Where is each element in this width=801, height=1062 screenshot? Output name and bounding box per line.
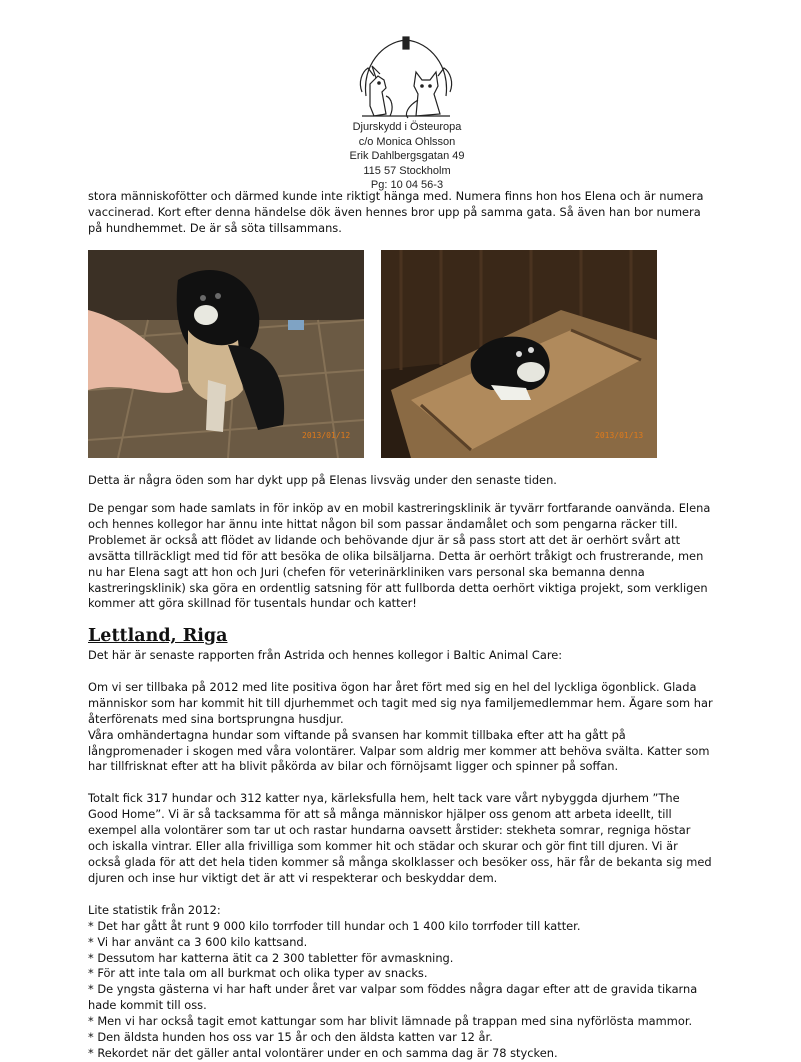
puppy-photo-2 <box>381 250 657 458</box>
dog-cat-logo-icon <box>356 36 456 120</box>
latvia-report <box>88 648 740 1062</box>
puppy-hand-image <box>88 250 364 458</box>
organization-logo <box>356 36 456 120</box>
letterhead-street: Erik Dahlbergsgatan 49 <box>349 150 465 162</box>
report-line: Våra omhändertagna hundar som viftande på svansen har kommit tillbaka efter att ha gått på <box>88 727 626 742</box>
report-line: Totalt fick 317 hundar och 312 katter nya, kärleksfulla hem, helt tack vare vårt nybyggda djurhem ”The <box>88 791 680 806</box>
letterhead-address <box>300 120 514 193</box>
stats-line: * Den äldsta hunden hos oss var 15 år och den äldsta katten var 12 år. <box>88 1030 493 1045</box>
money-line: kastreringsklinik) ska göra en ordentlig satsning för att fullborda detta oerhört viktiga projekt, som verkligen <box>88 580 708 595</box>
money-line: kommer att göra skillnad för tusentals hundar och katter! <box>88 596 417 611</box>
letterhead-postal: 115 57 Stockholm <box>363 164 451 177</box>
stats-line: Lite statistik från 2012: <box>88 902 221 917</box>
report-line: långpromenader i skogen med våra volontärer. Valpar som aldrig mer kommer att behöva svälta. Katter som <box>88 743 710 758</box>
money-line: Problemet är också att flödet av lidande och behövande djur är så pass stort att det är oerhört svårt att <box>88 532 681 547</box>
report-intro: Det här är senaste rapporten från Astrida och hennes kollegor i Baltic Animal Care: <box>88 648 563 662</box>
report-line: exempel alla volontärer som tar ut och rastar hundarna oavsett årstider: stekheta somrar, regniga höstar <box>88 823 691 838</box>
intro-line: stora människofötter och därmed kunde inte riktigt hänga med. Numera finns hon hos Elena och är numera <box>88 189 704 203</box>
intro-line: på hundhemmet. De är så söta tillsammans. <box>88 220 342 235</box>
clinic-money-paragraph <box>88 501 740 612</box>
puppy-photo-1 <box>88 250 364 458</box>
stats-line: * De yngsta gästerna vi har haft under året var valpar som föddes några dagar efter att de gravida tikarna <box>88 982 698 997</box>
fates-line: Detta är några öden som har dykt upp på Elenas livsväg under den senaste tiden. <box>88 473 557 487</box>
stats-line: hade kommit till oss. <box>88 998 207 1013</box>
report-line: djuren och inse hur viktigt det är att vi respekterar och beskyddar dem. <box>88 870 498 885</box>
letterhead-pg: Pg: 10 04 56-3 <box>370 179 444 191</box>
money-line: avsätta tillräckligt med tid för att besöka de olika bilsäljarna. Detta är oerhört tråkigt och frustrerande, men <box>88 548 704 563</box>
report-line: och iskalla vintrar. Eller alla frivilliga som kommer hit och städar och skurar och gör fint till djuren. Vi är <box>88 839 678 854</box>
intro-line: vaccinerad. Kort efter denna händelse dök även hennes bror upp på samma gata. Så även han bor numera <box>88 204 701 219</box>
report-line: också glada för att det hela tiden kommer så många skolklasser och besöker oss, här får de bekanta sig med <box>88 854 712 869</box>
photo-date-stamp: 2013/01/12 <box>302 431 351 440</box>
intro-paragraph <box>88 189 740 237</box>
section-heading: Lettland, Riga <box>88 626 228 646</box>
report-line: återförenats med sina bortsprungna husdjur. <box>88 711 344 726</box>
letterhead-org: Djurskydd i Östeuropa <box>352 121 462 133</box>
stats-line: * Dessutom har katterna ätit ca 2 300 tabletter för avmaskning. <box>88 950 454 965</box>
report-line: har tillfrisknat efter att ha blivit påkörda av bilar och förnöjsamt ligger och spinner på soffan. <box>88 759 619 774</box>
report-line: människor som har kommit hit till djurhemmet och tagit med sig nya familjemedlemmar hem. Ägare som har <box>88 695 713 710</box>
report-line: Good Home”. Vi är så tacksamma för att så många människor hjälper oss genom att arbeta ideellt, till <box>88 807 672 822</box>
fates-sentence <box>88 473 740 489</box>
stats-line: * Rekordet när det gäller antal volontärer under en och samma dag är 78 stycken. <box>88 1045 558 1060</box>
puppy-box-image <box>381 250 657 458</box>
money-line: och hennes kollegor har ännu inte hittat någon bil som passar ändamålet och som pengarna räcker till. <box>88 516 678 531</box>
stats-line: * För att inte tala om all burkmat och olika typer av snacks. <box>88 966 428 981</box>
stats-line: * Det har gått åt runt 9 000 kilo torrfoder till hundar och 1 400 kilo torrfoder till katter. <box>88 918 581 933</box>
money-line: De pengar som hade samlats in för inköp av en mobil kastreringsklinik är tyvärr fortfarande oanvända. Elena <box>88 501 711 515</box>
stats-line: * Men vi har också tagit emot kattungar som har blivit lämnade på trappan med sina nyförlösta mammor. <box>88 1014 693 1029</box>
photo-date-stamp: 2013/01/13 <box>595 431 644 440</box>
money-line: nu har Elena sagt att hon och Juri (chefen för veterinärkliniken vars personal ska bemanna denna <box>88 564 645 579</box>
report-line: Om vi ser tillbaka på 2012 med lite positiva ögon har året fört med sig en hel del lyckliga ögonblick. Glada <box>88 679 697 694</box>
letterhead-co: c/o Monica Ohlsson <box>358 135 456 148</box>
stats-line: * Vi har använt ca 3 600 kilo kattsand. <box>88 934 308 949</box>
